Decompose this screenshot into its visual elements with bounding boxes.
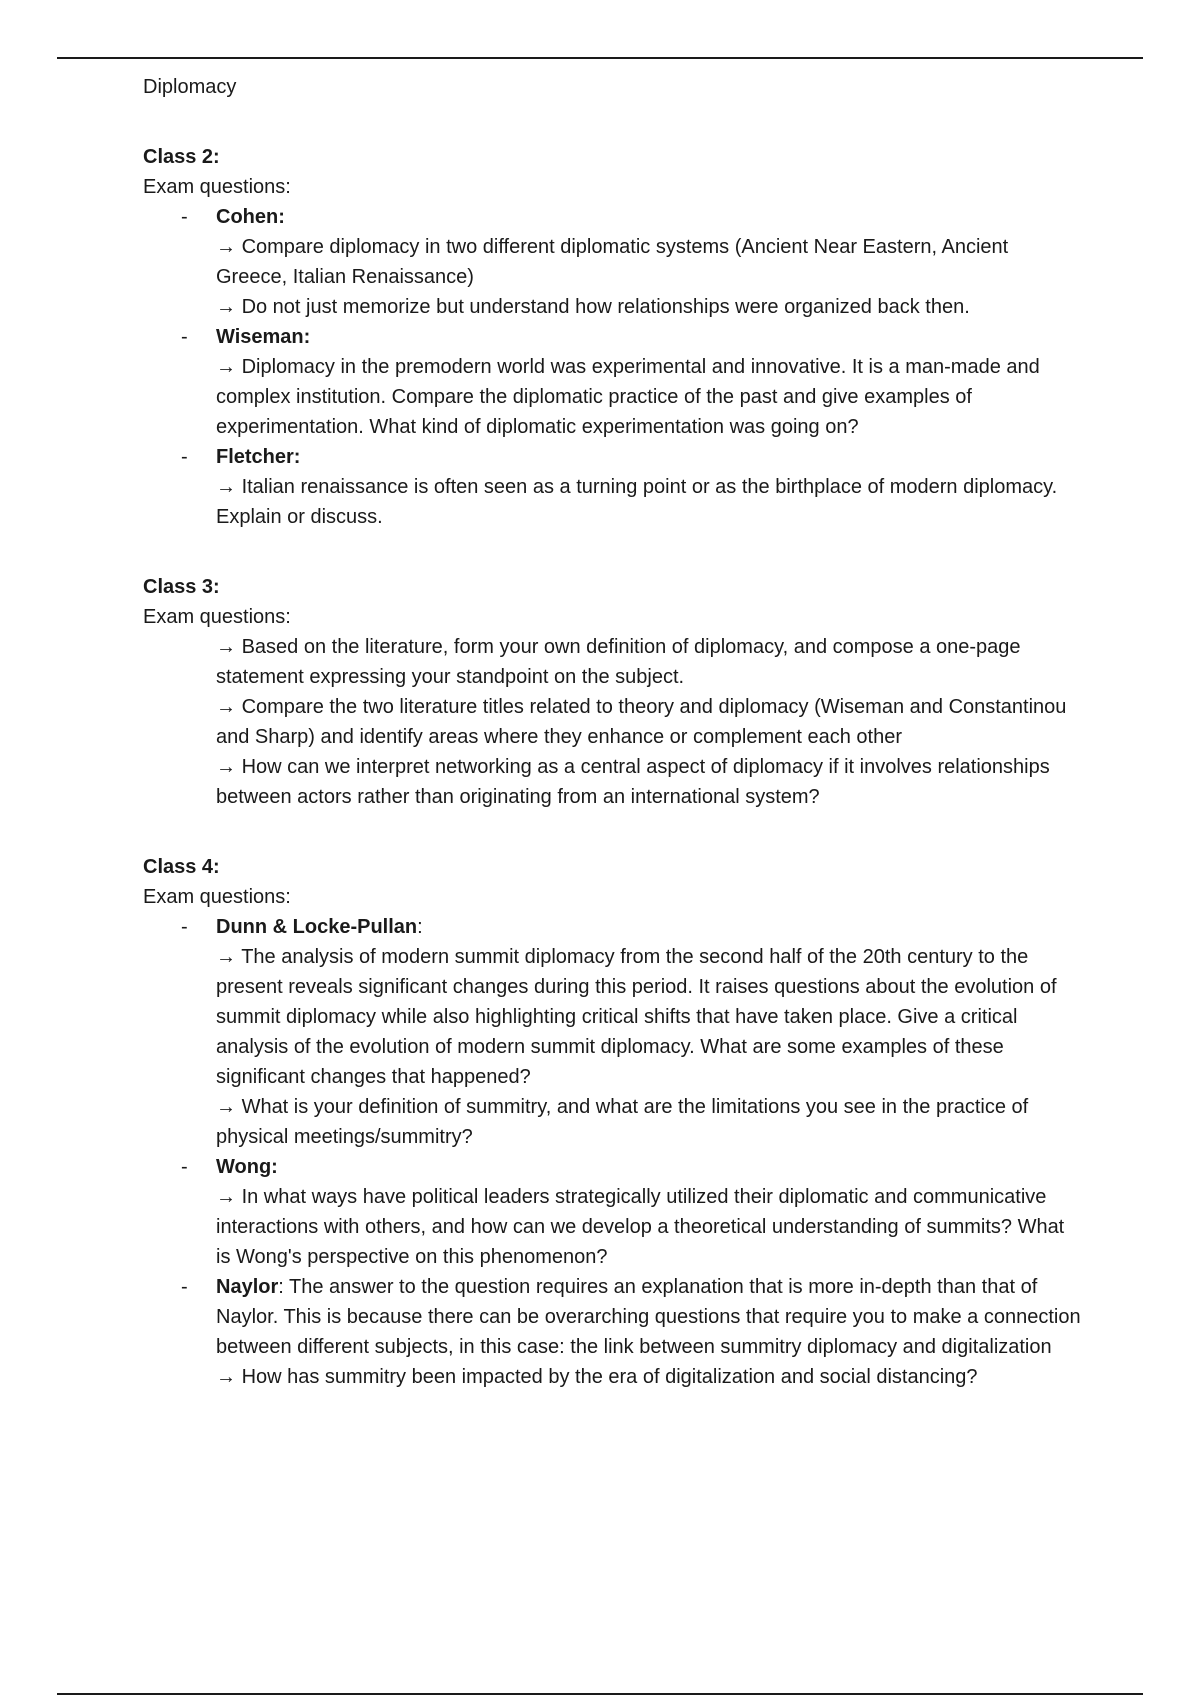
list-item [143,1272,1083,1392]
question-text: How has summitry been impacted by the era of digitalization and social distancing? [241,1366,978,1388]
author-name: Cohen: [216,206,285,228]
list-item [143,442,1083,532]
list-item [143,1152,1083,1272]
author-name: Naylor [216,1276,279,1298]
author-intro-text: : The answer to the question requires an explanation that is more in-depth than that of Naylor. This is because there can be overarching questions that require you to make a connection between different subjects, in this case: the link between summitry diplomacy and digitalization [216,1276,1081,1358]
list-dash: - [181,206,188,228]
exam-question [143,632,1083,692]
exam-question [216,1362,1083,1392]
list-item [143,202,1083,322]
arrow-icon: → [216,296,236,318]
exam-question [143,692,1083,752]
arrow-icon: → [216,236,236,258]
list-dash: - [181,326,188,348]
exam-question [216,1092,1083,1152]
question-text: Based on the literature, form your own definition of diplomacy, and compose a one-page statement expressing your standpoint on the subject. [216,636,1021,688]
author-name: Fletcher: [216,446,301,468]
exam-question [216,232,1083,292]
question-text: In what ways have political leaders strategically utilized their diplomatic and communicative interactions with others, and how can we develop a theoretical understanding of summits? What is Wong's perspective on this phenomenon? [216,1186,1065,1268]
class-4-author-list [143,912,1083,1392]
list-dash: - [181,1156,188,1178]
arrow-icon: → [216,696,236,718]
author-intro [216,1272,1083,1362]
exam-question [216,352,1083,442]
question-text: The analysis of modern summit diplomacy from the second half of the 20th century to the present reveals significant changes during this period. It raises questions about the evolution of summit diplomacy while also highlighting critical shifts that have taken place. Give a critical analysis of the evolution of modern summit diplomacy. What are some examples of these significant changes that happened? [216,946,1057,1088]
document-page [143,72,1083,1392]
question-text: Compare diplomacy in two different diplomatic systems (Ancient Near Eastern, Ancient Greece, Italian Renaissance) [216,236,1009,288]
list-item [143,322,1083,442]
exam-question [216,472,1083,532]
class-4-heading: Class 4: [143,856,220,878]
author-colon: : [417,916,423,938]
exam-question [143,752,1083,812]
arrow-icon: → [216,1186,236,1208]
arrow-icon: → [216,1096,236,1118]
arrow-icon: → [216,1366,236,1388]
arrow-icon: → [216,946,236,968]
arrow-icon: → [216,476,236,498]
exam-question [216,1182,1083,1272]
question-text: Italian renaissance is often seen as a turning point or as the birthplace of modern diplomacy. Explain or discuss. [216,476,1058,528]
arrow-icon: → [216,756,236,778]
author-name: Wiseman: [216,326,311,348]
class-4-section [143,852,1083,1392]
class-2-section [143,142,1083,532]
list-dash: - [181,916,188,938]
question-text: How can we interpret networking as a central aspect of diplomacy if it involves relationships between actors rather than originating from an international system? [216,756,1050,808]
arrow-icon: → [216,356,236,378]
list-item [143,912,1083,1152]
question-text: What is your definition of summitry, and what are the limitations you see in the practice of physical meetings/summitry? [216,1096,1029,1148]
class-3-heading: Class 3: [143,576,220,598]
exam-question [216,292,1083,322]
question-text: Do not just memorize but understand how relationships were organized back then. [241,296,970,318]
class-2-subheading: Exam questions: [143,176,291,198]
top-rule [57,57,1143,59]
arrow-icon: → [216,636,236,658]
list-dash: - [181,446,188,468]
author-name: Dunn & Locke-Pullan [216,916,418,938]
question-text: Compare the two literature titles related to theory and diplomacy (Wiseman and Constantinou and Sharp) and identify areas where they enhance or complement each other [216,696,1067,748]
class-3-subheading: Exam questions: [143,606,291,628]
question-text: Diplomacy in the premodern world was experimental and innovative. It is a man-made and complex institution. Compare the diplomatic practice of the past and give examples of experimentation. What kind of diplomatic experimentation was going on? [216,356,1040,438]
author-name: Wong: [216,1156,278,1178]
document-title: Diplomacy [143,76,237,98]
class-2-heading: Class 2: [143,146,220,168]
class-3-section [143,572,1083,812]
list-dash: - [181,1276,188,1298]
exam-question [216,942,1083,1092]
bottom-rule [57,1693,1143,1695]
class-2-author-list [143,202,1083,532]
class-4-subheading: Exam questions: [143,886,291,908]
